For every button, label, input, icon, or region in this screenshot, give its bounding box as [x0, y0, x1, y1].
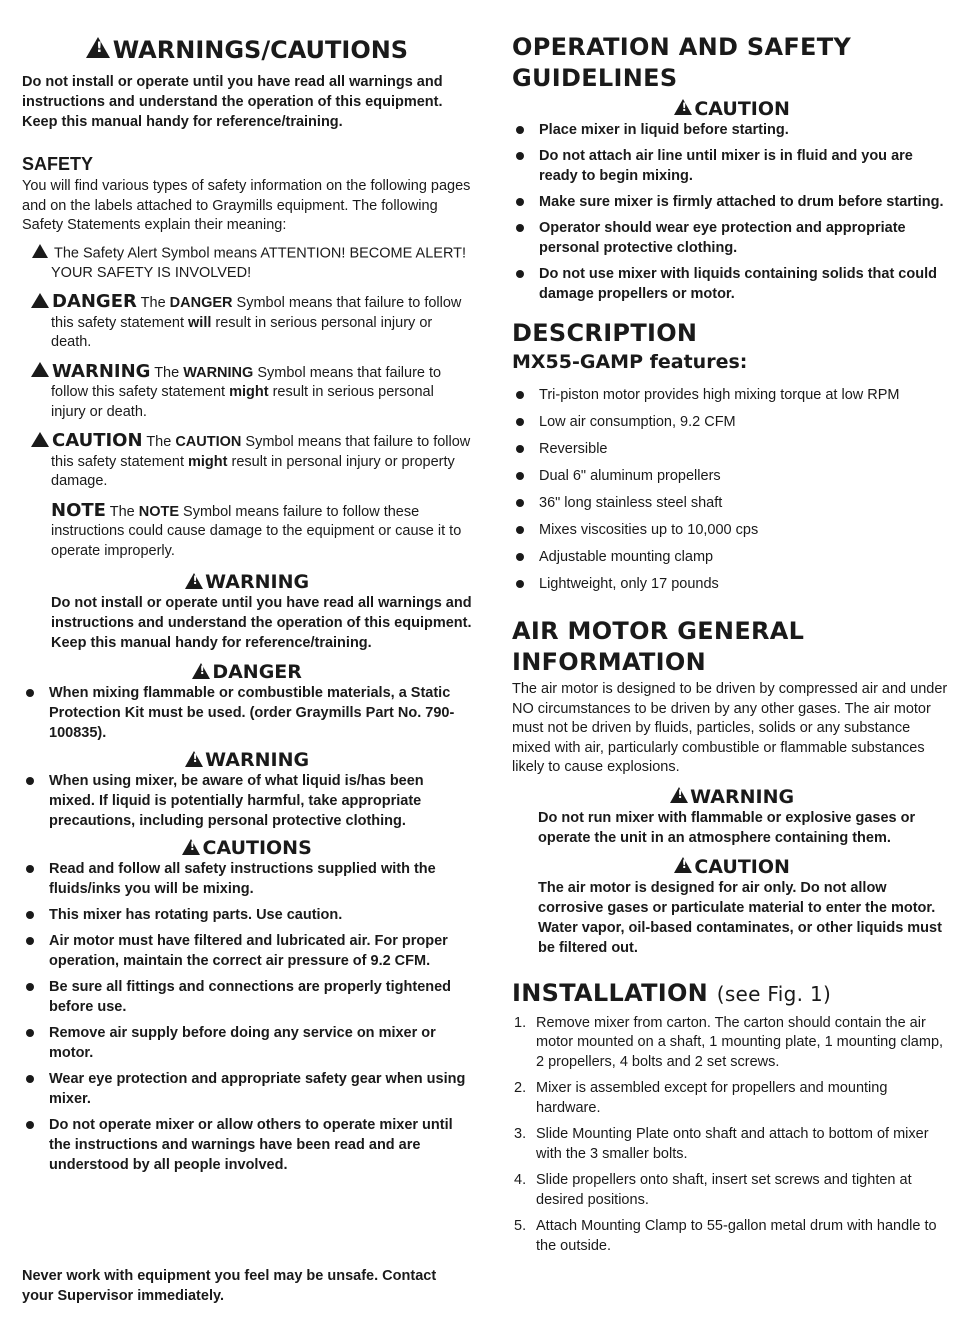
alert-triangle-icon: [674, 99, 692, 115]
right-column: [512, 0, 952, 1263]
danger-heading: !DANGER: [22, 661, 472, 683]
list-item: 1. Remove mixer from carton. The carton should contain the air motor mounted on a shaft, 1 mounting plate, 1 mounting clamp, 2 propellers, 4 bolts and 2 set screws.: [514, 1014, 944, 1070]
air-warning-text: Do not run mixer with flammable or explosive gases or operate the unit in an atmosphere containing them.: [538, 809, 916, 846]
caution-statement: !CAUTION The CAUTION Symbol means that failure to follow this safety statement might result in personal injury or property damage.: [22, 431, 472, 492]
operation-list: [512, 120, 952, 304]
safety-text: You will find various types of safety information on the following pages and on the labels attached to Graymills equipment. The following Safety Statements explain their meaning:: [22, 178, 471, 233]
list-item: Dual 6" aluminum propellers: [512, 466, 952, 486]
danger-statement: !DANGER The DANGER Symbol means that failure to follow this safety statement will result in serious personal injury or death.: [22, 292, 472, 353]
intro-text: Do not install or operate until you have read all warnings and instructions and understand the operation of this equipment. Keep this manual handy for reference/training.: [22, 74, 443, 130]
list-item: Lightweight, only 17 pounds: [512, 574, 952, 594]
alert-triangle-icon: [185, 751, 203, 767]
list-item: Reversible: [512, 439, 952, 459]
warning-list: [22, 771, 472, 831]
alert-triangle-icon: [31, 362, 49, 377]
alert-triangle-icon: [185, 573, 203, 589]
description-title: DESCRIPTION: [512, 319, 698, 347]
danger-list: [22, 683, 472, 743]
features-list: [512, 385, 952, 594]
footer-text: Never work with equipment you feel may be unsafe. Contact your Supervisor immediately.: [22, 1268, 437, 1304]
alert-triangle-icon: [182, 839, 200, 855]
list-item: When mixing flammable or combustible materials, a Static Protection Kit must be used. (order Graymills Part No. 790-100835).: [22, 683, 472, 743]
alert-statement: !The Safety Alert Symbol means ATTENTION! BECOME ALERT! YOUR SAFETY IS INVOLVED!: [22, 244, 472, 284]
list-item: Operator should wear eye protection and appropriate personal protective clothing.: [512, 218, 952, 258]
list-item: Remove air supply before doing any service on mixer or motor.: [22, 1023, 472, 1063]
alert-triangle-icon: [31, 293, 49, 308]
warning-heading: !WARNING: [22, 749, 472, 771]
cautions-heading: !CAUTIONS: [22, 837, 472, 859]
warning-statement: !WARNING The WARNING Symbol means that failure to follow this safety statement might result in serious personal injury or death.: [22, 362, 472, 423]
list-item: 2. Mixer is assembled except for propellers and mounting hardware.: [514, 1080, 888, 1116]
list-item: Be sure all fittings and connections are properly tightened before use.: [22, 977, 472, 1017]
list-item: Adjustable mounting clamp: [512, 547, 952, 567]
warning-heading: !WARNING: [22, 571, 472, 593]
air-caution-text: The air motor is designed for air only. Do not allow corrosive gases or particulate material to enter the motor. Water vapor, oil-based contaminates, or other liquids must be filtered out.: [538, 879, 942, 956]
air-motor-text: The air motor is designed to be driven by compressed air and under NO circumstances to be driven by any other gases. The air motor must not be driven by fluids, particles, solids or any substance mixed with air, particularly combustible or flammable substances likely to cause explosions.: [512, 681, 948, 775]
installation-title: INSTALLATION (see Fig. 1): [512, 978, 832, 1007]
list-item: This mixer has rotating parts. Use caution.: [22, 905, 472, 925]
list-item: Air motor must have filtered and lubricated air. For proper operation, maintain the correct air pressure of 9.2 CFM.: [22, 931, 472, 971]
list-item: 5. Attach Mounting Clamp to 55-gallon metal drum with handle to the outside.: [514, 1218, 937, 1254]
warning-text: Do not install or operate until you have read all warnings and instructions and understand the operation of this equipment. Keep this manual handy for reference/training.: [51, 595, 472, 652]
list-item: Do not use mixer with liquids containing solids that could damage propellers or motor.: [512, 264, 952, 304]
warning-heading: !WARNING: [512, 786, 952, 808]
list-item: 4. Slide propellers onto shaft, insert set screws and tighten at desired positions.: [514, 1172, 912, 1208]
list-item: Make sure mixer is firmly attached to drum before starting.: [512, 192, 952, 212]
installation-steps: [512, 1014, 952, 1257]
list-item: Tri-piston motor provides high mixing torque at low RPM: [512, 385, 952, 405]
alert-triangle-icon: [31, 432, 49, 447]
caution-heading: !CAUTION: [512, 856, 952, 878]
alert-triangle-icon: [32, 244, 48, 258]
alert-triangle-icon: [192, 663, 210, 679]
cautions-list: [22, 859, 472, 1175]
list-item: Place mixer in liquid before starting.: [512, 120, 952, 140]
safety-heading: SAFETY: [22, 154, 94, 174]
list-item: Read and follow all safety instructions supplied with the fluids/inks you will be mixing.: [22, 859, 472, 899]
note-statement: NOTE The NOTE Symbol means failure to follow these instructions could cause damage to the equipment or cause it to operate improperly.: [51, 499, 462, 559]
caution-heading: !CAUTION: [512, 98, 952, 120]
features-subtitle: MX55-GAMP features:: [512, 351, 748, 373]
list-item: Low air consumption, 9.2 CFM: [512, 412, 952, 432]
alert-triangle-icon: [674, 857, 692, 873]
list-item: Mixes viscosities up to 10,000 cps: [512, 520, 952, 540]
list-item: 3. Slide Mounting Plate onto shaft and attach to bottom of mixer with the 3 smaller bolts.: [514, 1126, 929, 1162]
list-item: Do not operate mixer or allow others to operate mixer until the instructions and warnings have been read and are understood by all people involved.: [22, 1115, 472, 1175]
air-motor-title: AIR MOTOR GENERAL INFORMATION: [512, 617, 805, 676]
list-item: Do not attach air line until mixer is in fluid and you are ready to begin mixing.: [512, 146, 952, 186]
list-item: Wear eye protection and appropriate safety gear when using mixer.: [22, 1069, 472, 1109]
alert-triangle-icon: [86, 37, 110, 58]
operation-title: OPERATION AND SAFETY GUIDELINES: [512, 33, 852, 92]
alert-triangle-icon: [670, 787, 688, 803]
left-column: [22, 0, 472, 1304]
list-item: When using mixer, be aware of what liquid is/has been mixed. If liquid is potentially harmful, take appropriate precautions, including personal protective clothing.: [22, 771, 472, 831]
list-item: 36" long stainless steel shaft: [512, 493, 952, 513]
warnings-cautions-title: !WARNINGS/CAUTIONS: [22, 36, 472, 64]
